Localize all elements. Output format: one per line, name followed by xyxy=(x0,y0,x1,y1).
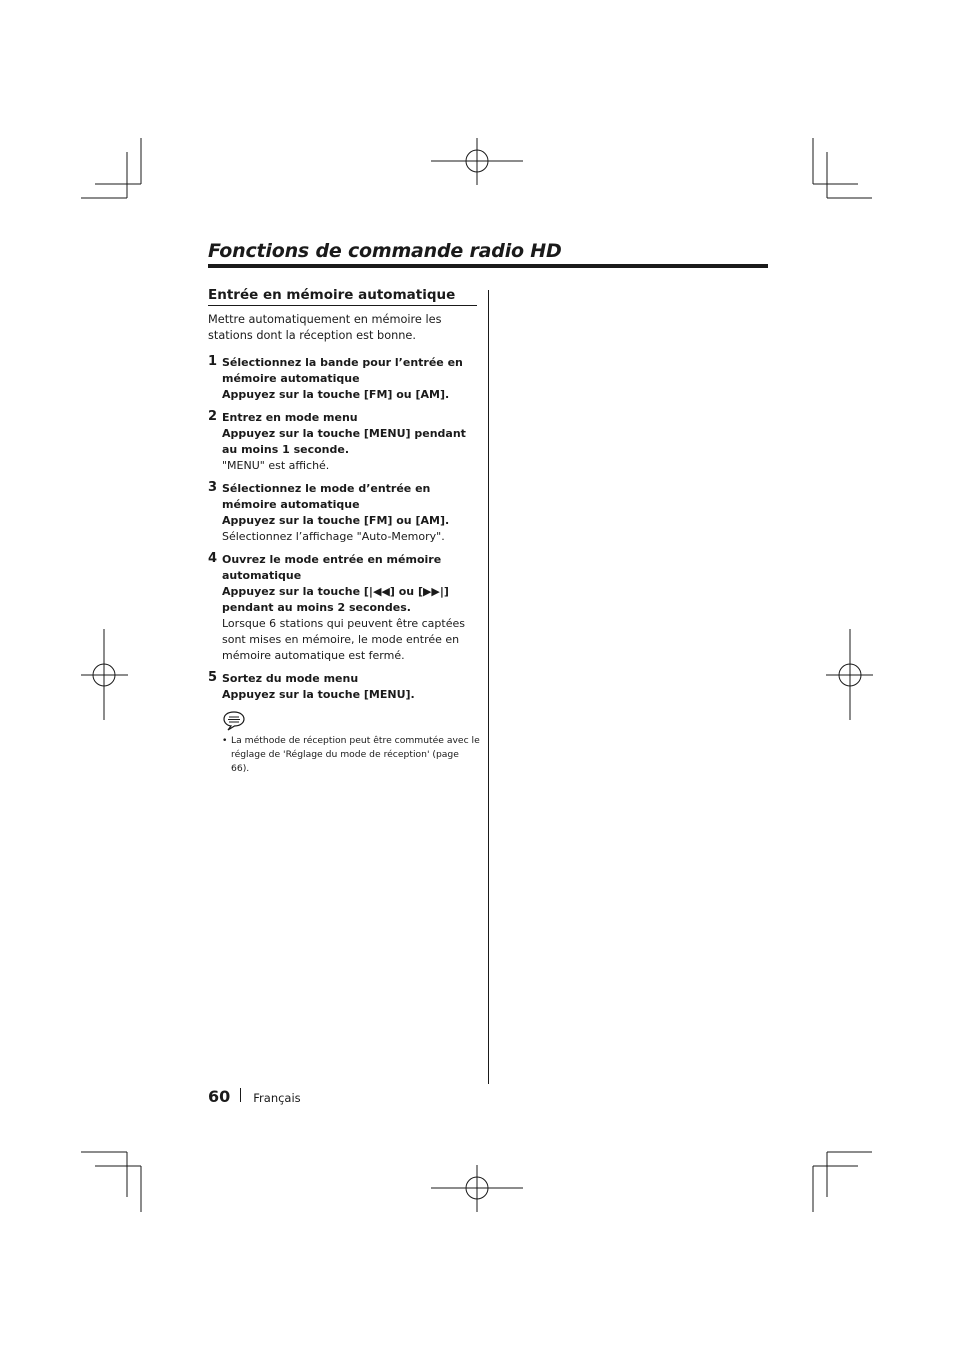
note-text-block xyxy=(208,734,480,776)
step-1 xyxy=(208,355,480,403)
step-instruction: Appuyez sur la touche [MENU] pendant au moins 1 seconde. xyxy=(222,427,466,456)
step-number: 5 xyxy=(208,670,218,685)
step-heading: Sélectionnez la bande pour l’entrée en mémoire automatique xyxy=(222,356,463,385)
step-number: 2 xyxy=(208,409,218,424)
footer-separator xyxy=(240,1088,241,1102)
step-list xyxy=(208,355,480,776)
page-title: Fonctions de commande radio HD xyxy=(208,240,562,262)
step-instruction: Appuyez sur la touche [FM] ou [AM]. xyxy=(222,514,450,527)
step-instruction: Appuyez sur la touche [FM] ou [AM]. xyxy=(222,388,450,401)
note-text: La méthode de réception peut être commutée avec le réglage de 'Réglage du mode de réception' (page 66). xyxy=(231,735,480,774)
step-number: 3 xyxy=(208,480,218,495)
step-heading: Entrez en mode menu xyxy=(222,411,358,424)
step-heading: Sélectionnez le mode d’entrée en mémoire automatique xyxy=(222,482,431,511)
speech-bubble-note-icon xyxy=(222,710,246,732)
step-3 xyxy=(208,481,480,545)
step-number: 4 xyxy=(208,551,218,566)
page-number: 60 xyxy=(208,1087,231,1106)
step-instruction: Appuyez sur la touche [|◀◀] ou [▶▶|] pendant au moins 2 secondes. xyxy=(222,585,449,614)
step-5 xyxy=(208,671,480,703)
footer-language: Français xyxy=(253,1091,301,1105)
step-heading: Ouvrez le mode entrée en mémoire automatique xyxy=(222,553,442,582)
step-note: Lorsque 6 stations qui peuvent être captées sont mises en mémoire, le mode entrée en mémoire automatique est fermé. xyxy=(222,617,465,662)
step-2 xyxy=(208,410,480,474)
title-rule xyxy=(208,264,768,268)
note-bullet: • xyxy=(222,735,228,746)
intro-text: Mettre automatiquement en mémoire les stations dont la réception est bonne. xyxy=(208,313,442,342)
step-note: "MENU" est affiché. xyxy=(222,459,330,472)
section-title: Entrée en mémoire automatique xyxy=(208,287,477,306)
step-heading: Sortez du mode menu xyxy=(222,672,359,685)
step-note: Sélectionnez l’affichage "Auto-Memory". xyxy=(222,530,445,543)
column-divider xyxy=(488,290,489,1084)
step-instruction: Appuyez sur la touche [MENU]. xyxy=(222,688,415,701)
step-number: 1 xyxy=(208,354,218,369)
page-footer xyxy=(208,1087,301,1106)
step-4 xyxy=(208,552,480,664)
